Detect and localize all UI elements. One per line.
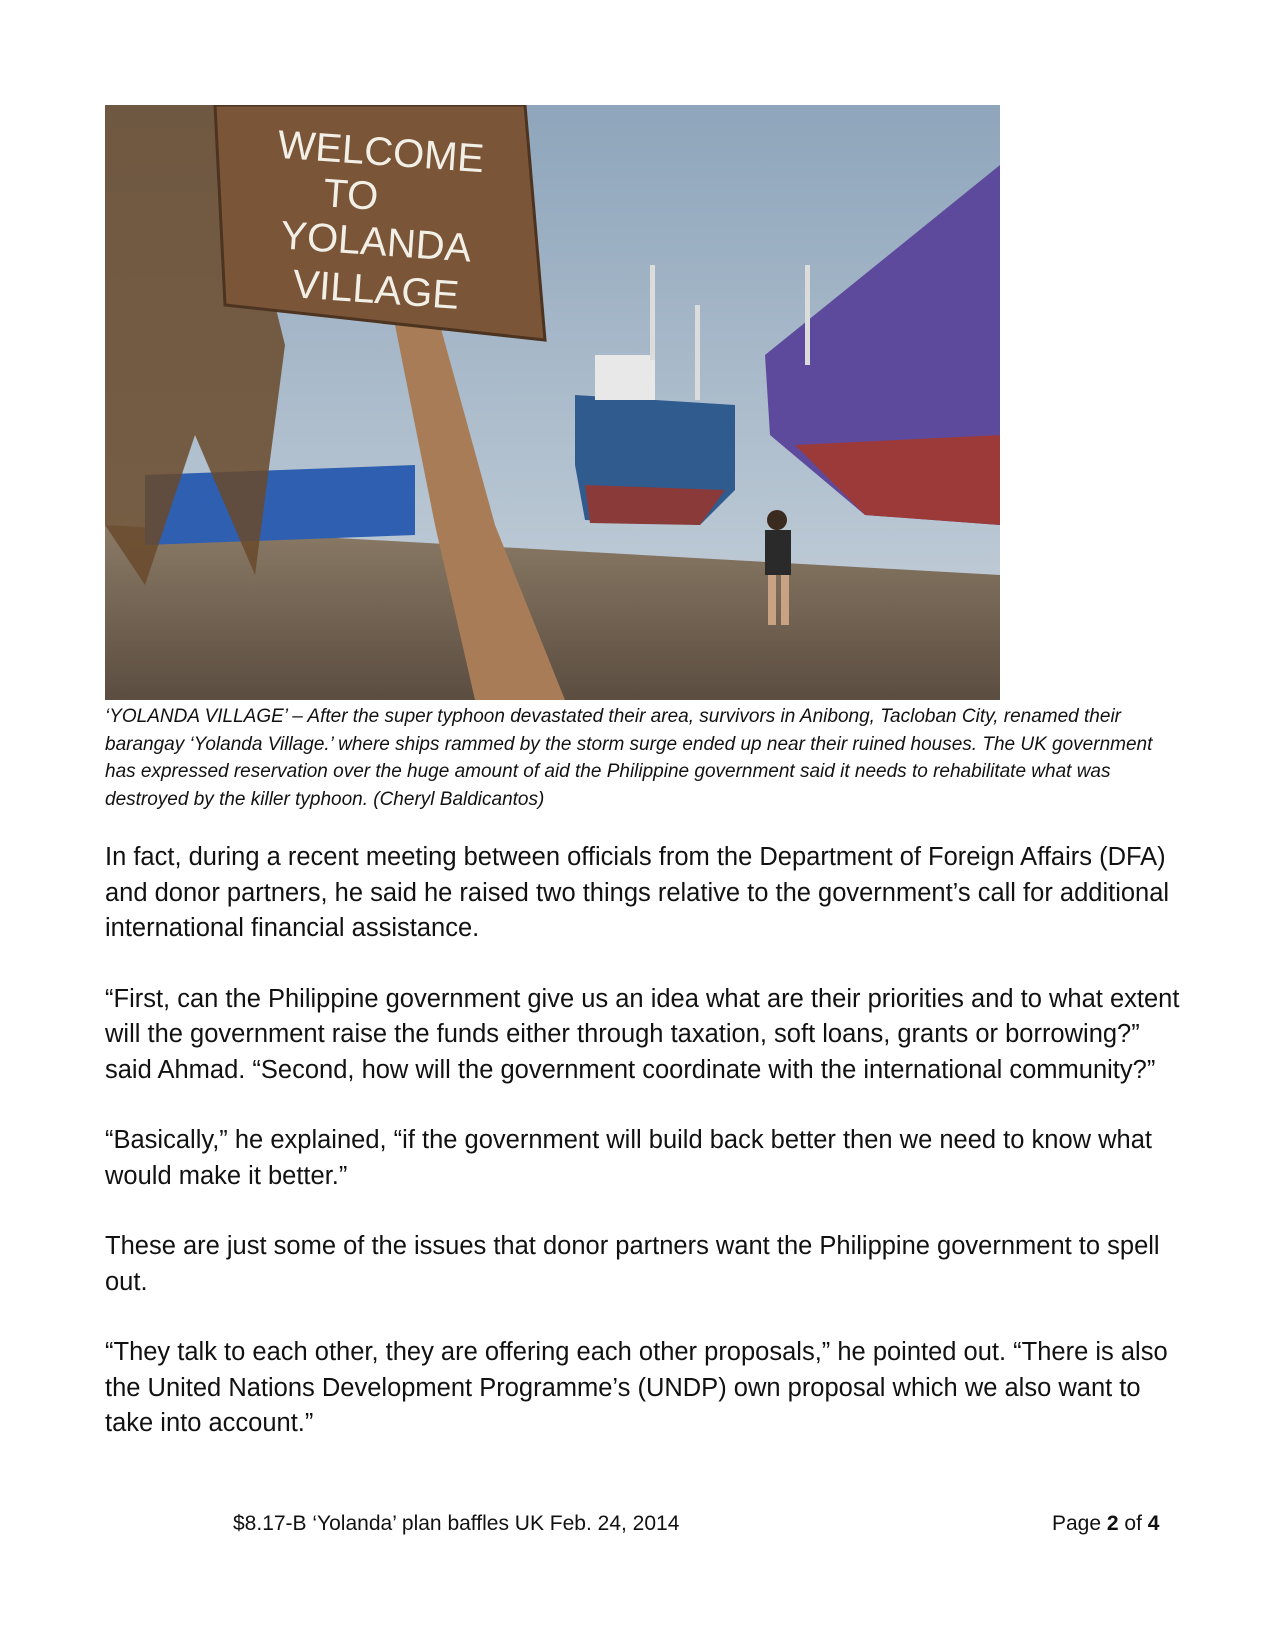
photo-illustration	[105, 105, 1000, 700]
sign-line-4: VILLAGE	[291, 262, 461, 318]
sign-line-3: YOLANDA	[279, 213, 473, 271]
photo-caption: ‘YOLANDA VILLAGE’ – After the super typhoon devastated their area, survivors in Anibong, Tacloban City, renamed their barangay ‘Yolanda Village.’ where ships rammed by the storm surge ended up near their ruined houses. The UK government has expressed reservation over the huge amount of aid the Philippine government said it needs to rehabilitate what was destroyed by the killer typhoon. (Cheryl Baldicantos)	[105, 706, 1153, 810]
paragraph: These are just some of the issues that donor partners want the Philippine government to spell out.	[105, 1232, 1160, 1296]
sign-line-1: WELCOME	[276, 122, 486, 182]
page-total: 4	[1147, 1512, 1160, 1535]
article-body	[105, 840, 1185, 1477]
article-photo	[105, 105, 1000, 700]
page-current: 2	[1106, 1512, 1119, 1535]
page-number	[1052, 1512, 1159, 1536]
footer-title: $8.17-B ‘Yolanda’ plan baffles UK Feb. 24, 2014	[233, 1512, 680, 1535]
of-word: of	[1124, 1512, 1142, 1535]
paragraph: “They talk to each other, they are offering each other proposals,” he pointed out. “There is also the United Nations Development Programme’s (UNDP) own proposal which we also want to take into account.”	[105, 1338, 1168, 1437]
person	[765, 530, 791, 575]
page-word: Page	[1052, 1512, 1102, 1535]
paragraph: In fact, during a recent meeting between officials from the Department of Foreign Affairs (DFA) and donor partners, he said he raised two things relative to the government’s call for additional international financial assistance.	[105, 843, 1170, 942]
blue-tarp	[145, 465, 415, 545]
paragraph: “Basically,” he explained, “if the government will build back better then we need to know what would make it better.”	[105, 1126, 1153, 1190]
paragraph: “First, can the Philippine government give us an idea what are their priorities and to what extent will the government raise the funds either through taxation, soft loans, grants or borrowing?” said Ahmad. “Second, how will the government coordinate with the international community?”	[105, 984, 1180, 1084]
sign-line-2: TO	[322, 171, 380, 219]
